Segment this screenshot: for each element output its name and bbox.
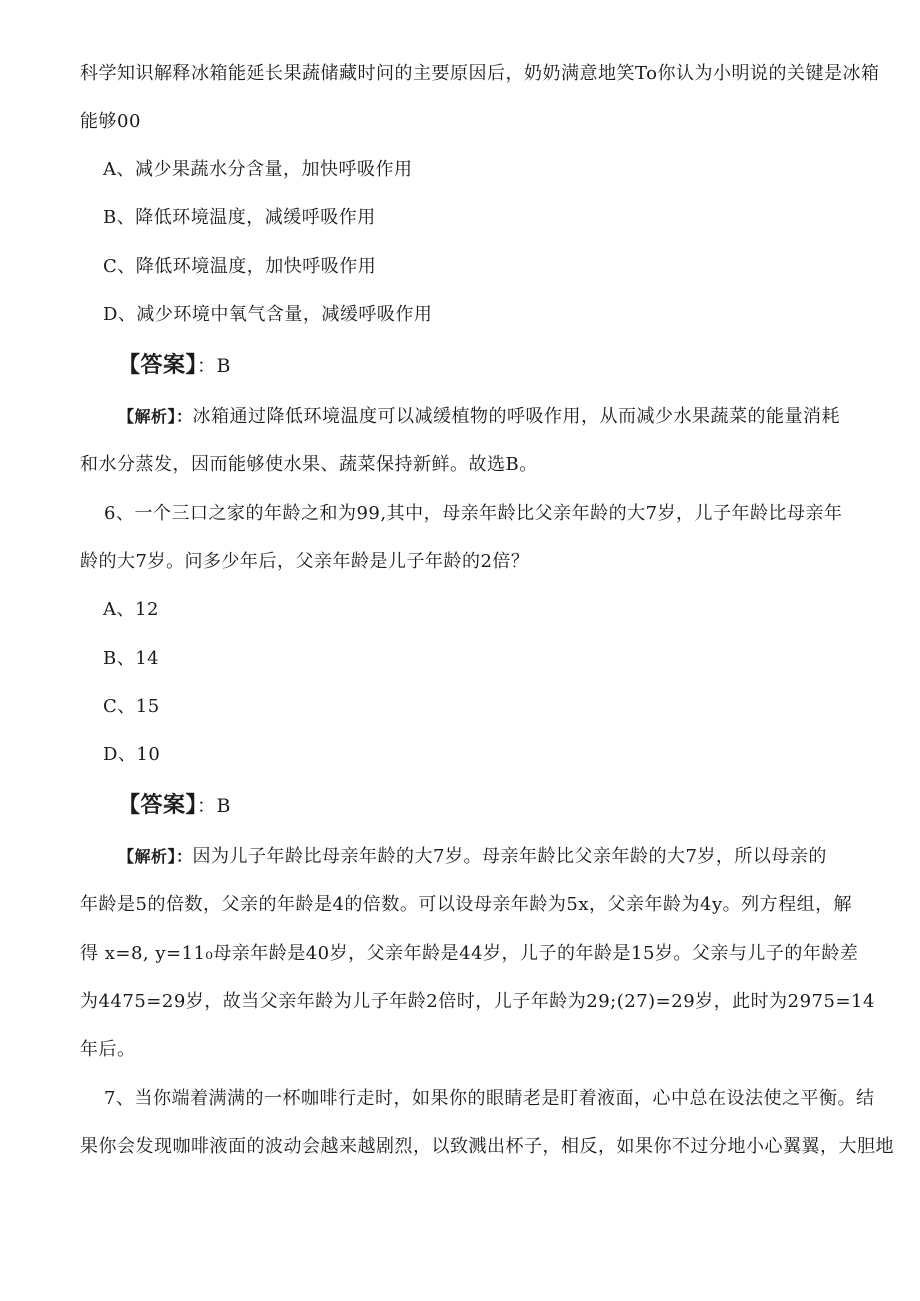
q5-answer-value: ：B [197,355,231,377]
q5-explanation-line-1 [118,405,840,429]
q6-text-line-1: 6、一个三口之家的年龄之和为99,其中，母亲年龄比父亲年龄的大7岁，儿子年龄比母亲年 [104,503,843,524]
q6-explanation-line-1 [118,845,827,869]
q7-text-line-2: 果你会发现咖啡液面的波动会越来越剧烈，以致溅出杯子，相反，如果你不过分地小心翼翼，大胆地 [80,1136,894,1157]
q7-text-line-1: 7、当你端着满满的一杯咖啡行走时，如果你的眼睛老是盯着液面，心中总在设法使之平衡。结 [104,1088,875,1109]
q6-option-a: A、12 [103,599,159,620]
q5-option-d: D、减少环境中氧气含量，减缓呼吸作用 [103,304,433,325]
q5-answer [118,354,231,378]
q5-answer-label: 【答案】 [118,353,198,378]
q6-explanation-tag: 【解析】： [118,847,193,866]
q6-answer-value: ：B [197,795,231,817]
q5-explanation-text-1: 冰箱通过降低环境温度可以减缓植物的呼吸作用，从而减少水果蔬菜的能量消耗 [192,406,841,427]
q6-explanation-line-3: 得 x=8, y=11₀母亲年龄是40岁，父亲年龄是44岁，儿子的年龄是15岁。父亲与儿子的年龄差 [80,943,859,964]
q5-explanation-tag: 【解析】： [118,407,193,426]
q5-text-line-1: 科学知识解释冰箱能延长果蔬储藏时问的主要原因后，奶奶满意地笑To你认为小明说的关键是冰箱 [80,63,880,84]
q5-option-c: C、降低环境温度，加快呼吸作用 [103,256,377,277]
q6-option-d: D、10 [103,744,161,765]
q6-explanation-line-2: 年龄是5的倍数，父亲的年龄是4的倍数。可以设母亲年龄为5x，父亲年龄为4y。列方程组，解 [80,894,853,915]
q6-option-b: B、14 [103,648,160,669]
q5-explanation-line-2: 和水分蒸发，因而能够使水果、蔬菜保持新鲜。故选B。 [80,454,538,475]
q6-text-line-2: 龄的大7岁。问多少年后，父亲年龄是儿子年龄的2倍？ [80,551,530,572]
q6-answer [118,794,231,818]
q6-explanation-line-4: 为4475=29岁，故当父亲年龄为儿子年龄2倍时，儿子年龄为29;(27)=29岁，此时为2975=14 [80,991,875,1012]
q6-option-c: C、15 [103,696,160,717]
q5-option-b: B、降低环境温度，减缓呼吸作用 [103,207,376,228]
q5-text-line-2: 能够00 [80,111,141,132]
q6-explanation-text-1: 因为儿子年龄比母亲年龄的大7岁。母亲年龄比父亲年龄的大7岁，所以母亲的 [192,846,827,867]
q6-answer-label: 【答案】 [118,793,198,818]
q6-explanation-line-5: 年后。 [80,1039,136,1060]
q5-option-a: A、减少果蔬水分含量，加快呼吸作用 [103,159,413,180]
